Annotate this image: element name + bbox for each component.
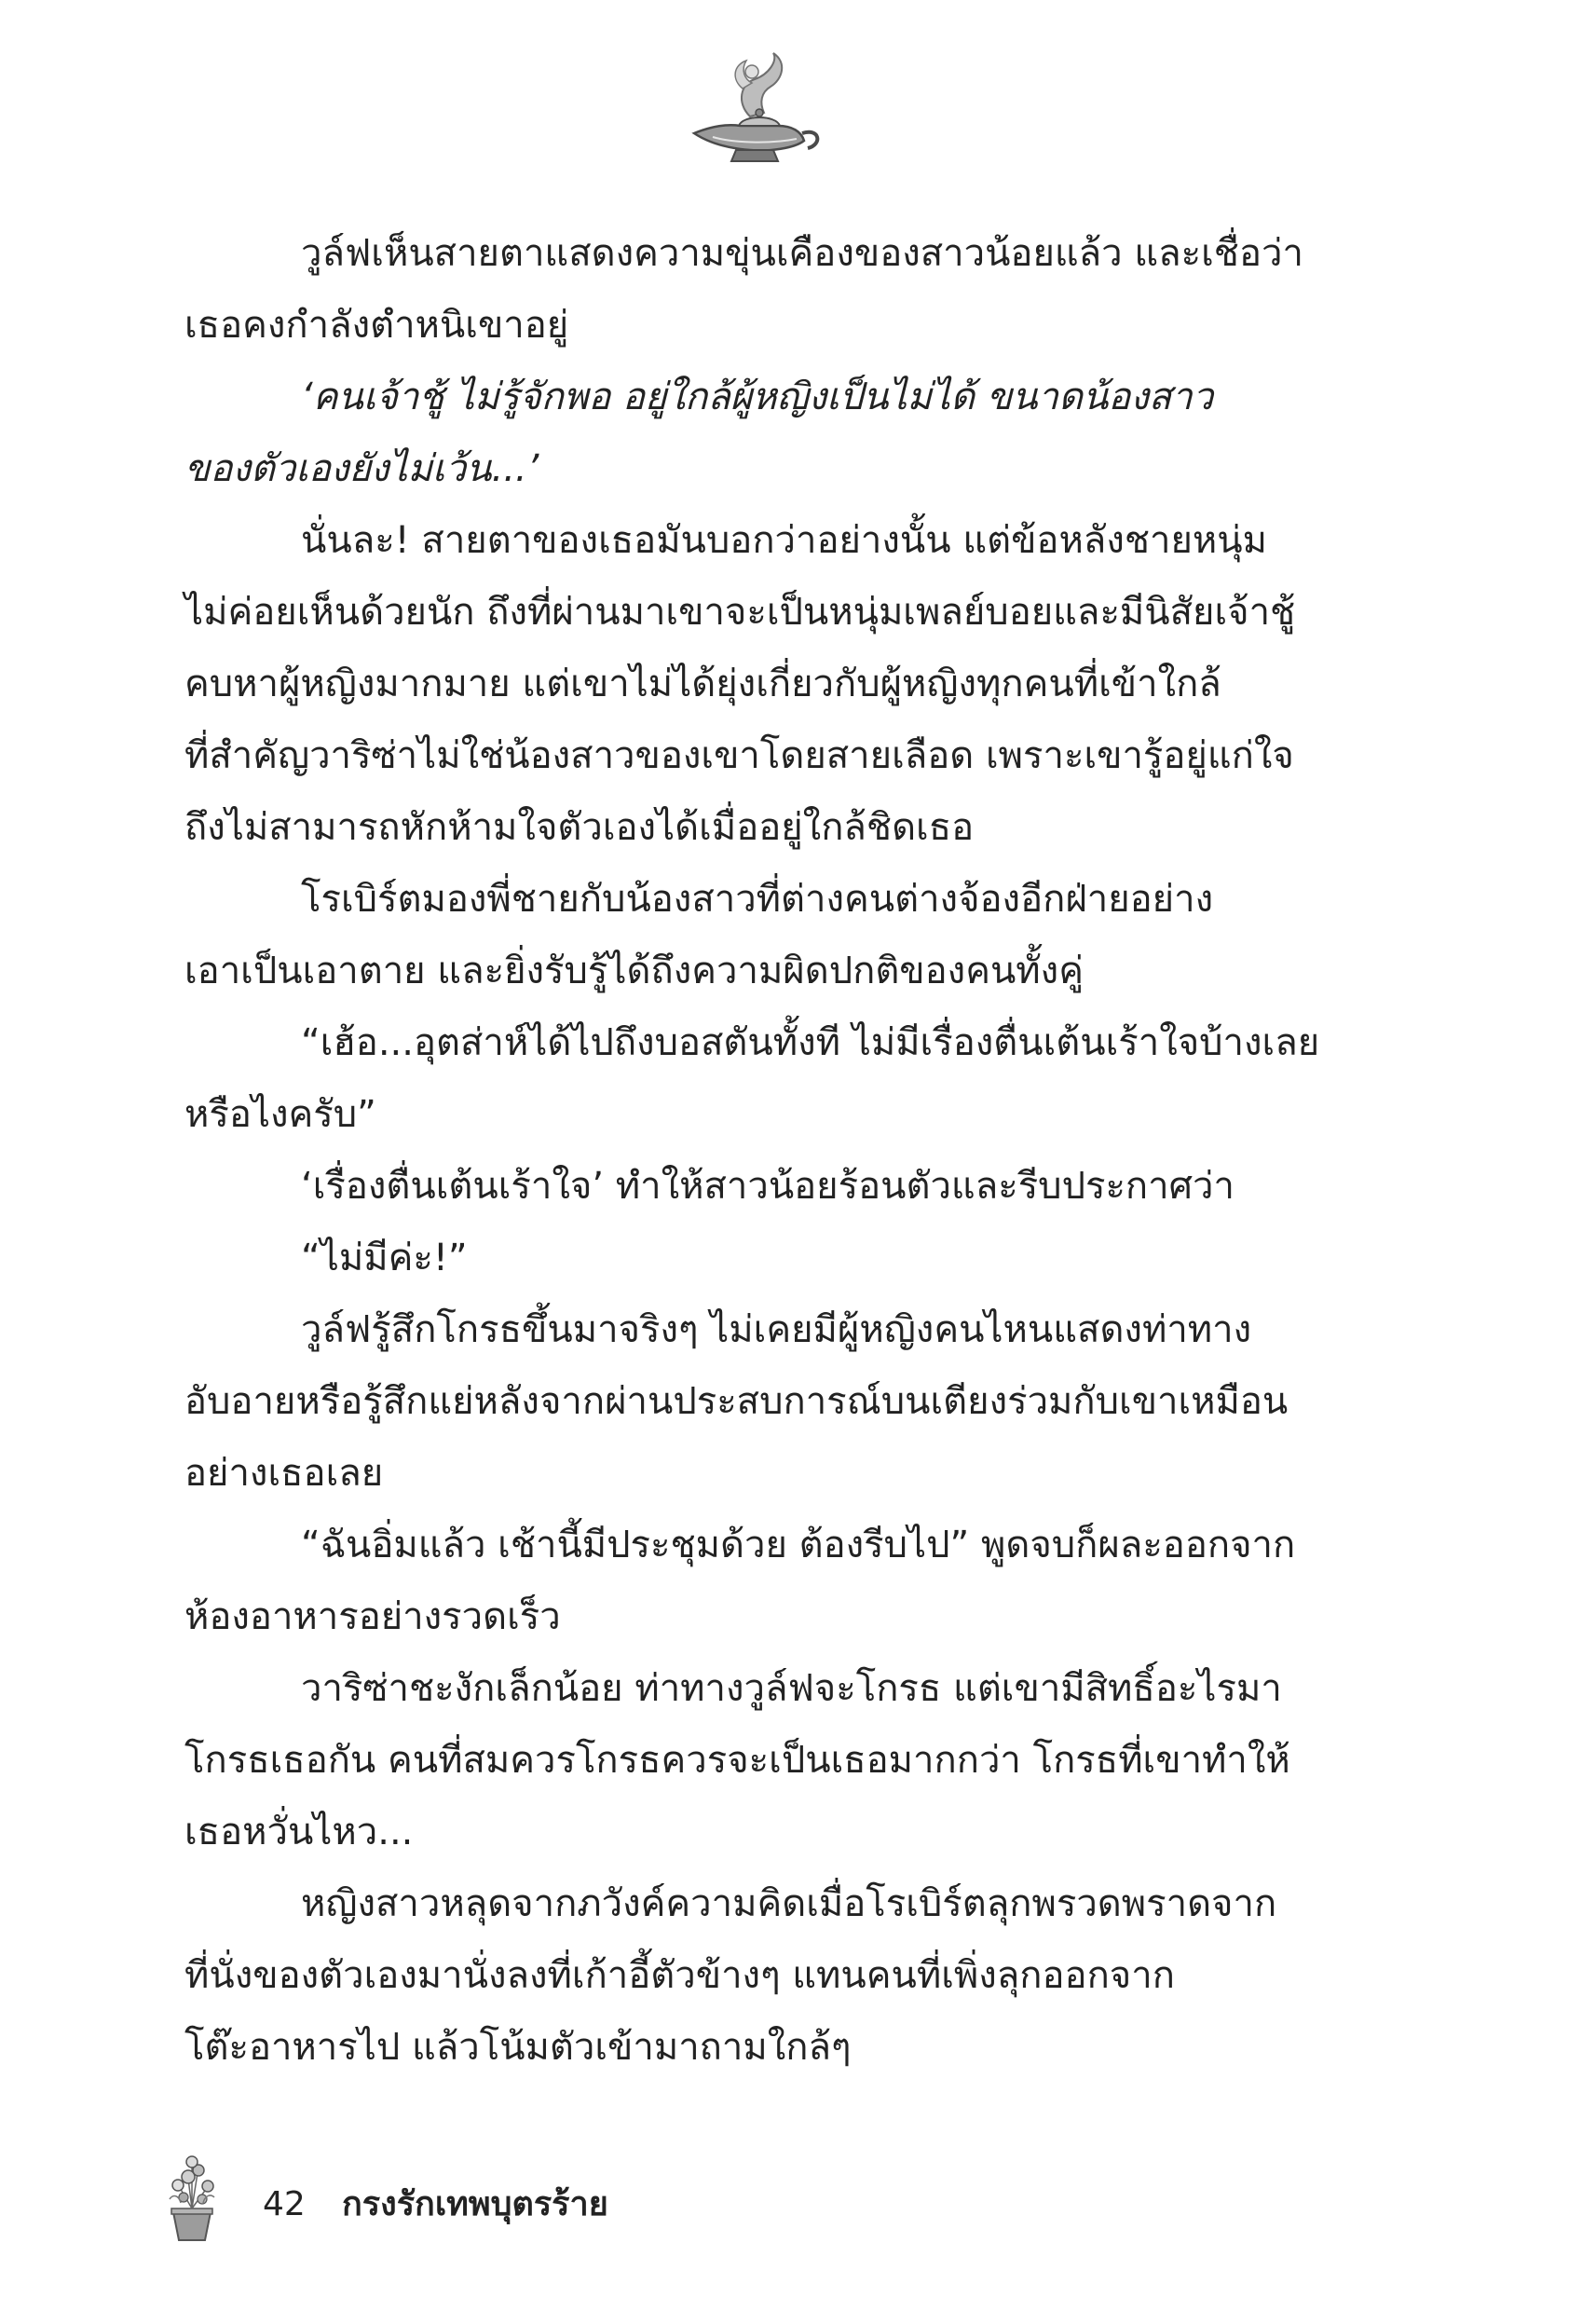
text-line: วูล์ฟรู้สึกโกรธขึ้นมาจริงๆ ไม่เคยมีผู้หญิงคนไหนแสดงท่าทาง	[301, 1308, 1252, 1351]
page-footer	[160, 2151, 812, 2244]
text-line: วาริซ่าชะงักเล็กน้อย ท่าทางวูล์ฟจะโกรธ แต่เขามีสิทธิ์อะไรมา	[301, 1667, 1282, 1710]
text-line: ที่สำคัญวาริซ่าไม่ใช่น้องสาวของเขาโดยสายเลือด เพราะเขารู้อยู่แก่ใจ	[184, 734, 1294, 777]
text-line: อย่างเธอเลย	[184, 1452, 384, 1495]
text-line: ถึงไม่สามารถหักห้ามใจตัวเองได้เมื่ออยู่ใกล้ชิดเธอ	[184, 806, 975, 849]
page-number: 42	[263, 2185, 306, 2223]
text-line: นั่นละ! สายตาของเธอมันบอกว่าอย่างนั้น แต่ข้อหลังชายหนุ่ม	[301, 519, 1267, 562]
text-line: “ไม่มีค่ะ!”	[301, 1237, 468, 1279]
text-line: โกรธเธอกัน คนที่สมควรโกรธควรจะเป็นเธอมากกว่า โกรธที่เขาทำให้	[184, 1739, 1290, 1782]
magic-lamp-icon	[685, 51, 825, 168]
flower-bouquet-icon	[160, 2151, 224, 2244]
text-line: “ฉันอิ่มแล้ว เช้านี้มีประชุมด้วย ต้องรีบไป” พูดจบก็ผละออกจาก	[301, 1524, 1296, 1566]
text-line: ห้องอาหารอย่างรวดเร็ว	[184, 1595, 561, 1638]
text-line: ‘คนเจ้าชู้ ไม่รู้จักพอ อยู่ใกล้ผู้หญิงเป็นไม่ได้ ขนาดน้องสาว	[301, 376, 1214, 418]
text-line: ของตัวเองยังไม่เว้น...’	[184, 447, 539, 490]
text-line: คบหาผู้หญิงมากมาย แต่เขาไม่ได้ยุ่งเกี่ยวกับผู้หญิงทุกคนที่เข้าใกล้	[184, 663, 1221, 705]
text-line: ไม่ค่อยเห็นด้วยนัก ถึงที่ผ่านมาเขาจะเป็นหนุ่มเพลย์บอยและมีนิสัยเจ้าชู้	[184, 591, 1296, 634]
text-line: โรเบิร์ตมองพี่ชายกับน้องสาวที่ต่างคนต่างจ้องอีกฝ่ายอย่าง	[301, 878, 1214, 921]
text-line: ‘เรื่องตื่นเต้นเร้าใจ’ ทำให้สาวน้อยร้อนตัวและรีบประกาศว่า	[301, 1165, 1235, 1208]
text-line: “เฮ้อ...อุตส่าห์ได้ไปถึงบอสตันทั้งที ไม่มีเรื่องตื่นเต้นเร้าใจบ้างเลย	[301, 1021, 1320, 1064]
text-line: เอาเป็นเอาตาย และยิ่งรับรู้ได้ถึงความผิดปกติของคนทั้งคู่	[184, 950, 1084, 992]
text-line: อับอายหรือรู้สึกแย่หลังจากผ่านประสบการณ์บนเตียงร่วมกับเขาเหมือน	[184, 1380, 1289, 1423]
text-line: วูล์ฟเห็นสายตาแสดงความขุ่นเคืองของสาวน้อยแล้ว และเชื่อว่า	[301, 232, 1303, 275]
text-line: หญิงสาวหลุดจากภวังค์ความคิดเมื่อโรเบิร์ตลุกพรวดพราดจาก	[301, 1882, 1277, 1925]
text-line: เธอคงกำลังตำหนิเขาอยู่	[184, 304, 569, 347]
book-title: กรงรักเทพบุตรร้าย	[342, 2185, 608, 2223]
text-line: โต๊ะอาหารไป แล้วโน้มตัวเข้ามาถามใกล้ๆ	[184, 2026, 852, 2069]
text-line: ที่นั่งของตัวเองมานั่งลงที่เก้าอี้ตัวข้างๆ แทนคนที่เพิ่งลุกออกจาก	[184, 1954, 1175, 1997]
text-line: หรือไงครับ”	[184, 1093, 376, 1136]
text-line: เธอหวั่นไหว...	[184, 1811, 414, 1853]
